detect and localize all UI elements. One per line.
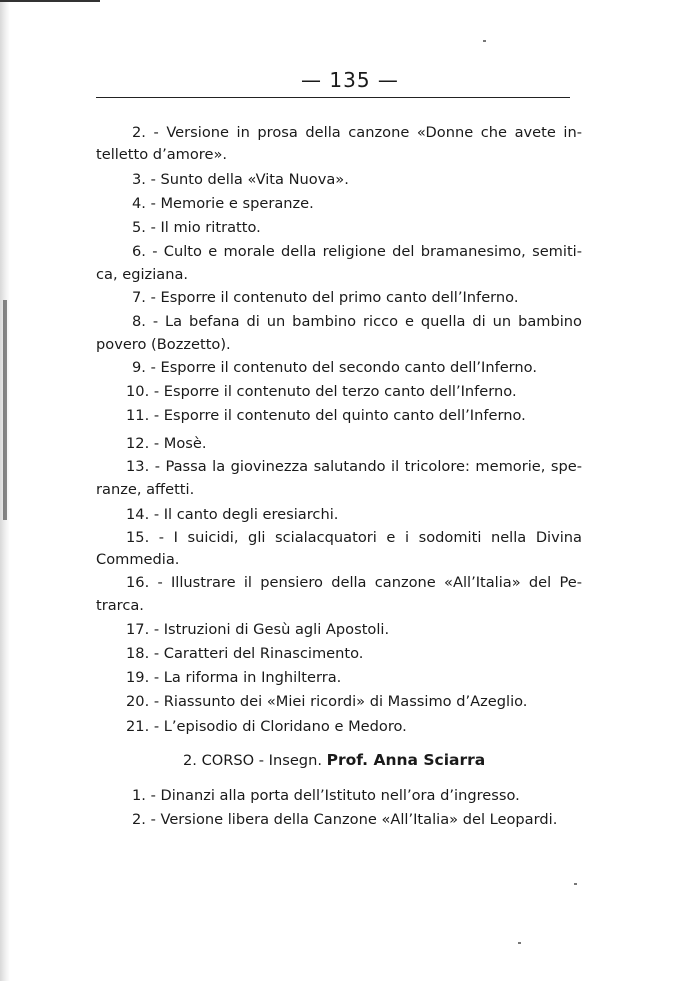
scan-speck bbox=[574, 883, 577, 885]
scan-speck bbox=[518, 942, 521, 944]
scan-top-mark bbox=[0, 0, 100, 2]
text-line: telletto d’amore». bbox=[96, 146, 228, 163]
header-rule bbox=[96, 97, 570, 98]
text-line: 7. - Esporre il contenuto del primo canto dell’Inferno. bbox=[132, 289, 519, 306]
text-line: 13. - Passa la giovinezza salutando il tricolore: memorie, spe- bbox=[126, 458, 582, 475]
text-line: 9. - Esporre il contenuto del secondo canto dell’Inferno. bbox=[132, 359, 537, 376]
text-line: 5. - Il mio ritratto. bbox=[132, 219, 261, 236]
scan-speck bbox=[483, 40, 486, 42]
text-line: 12. - Mosè. bbox=[126, 435, 207, 452]
text-line: 18. - Caratteri del Rinascimento. bbox=[126, 645, 364, 662]
text-line: 2. - Versione libera della Canzone «All’Italia» del Leopardi. bbox=[132, 811, 558, 828]
text-line: 11. - Esporre il contenuto del quinto canto dell’Inferno. bbox=[126, 407, 526, 424]
text-line: povero (Bozzetto). bbox=[96, 336, 231, 353]
text-line: 14. - Il canto degli eresiarchi. bbox=[126, 506, 339, 523]
text-line: 8. - La befana di un bambino ricco e quella di un bambino bbox=[132, 313, 582, 330]
text-line: 19. - La riforma in Inghilterra. bbox=[126, 669, 342, 686]
text-line: 1. - Dinanzi alla porta dell’Istituto nell’ora d’ingresso. bbox=[132, 787, 520, 804]
text-line: 15. - I suicidi, gli scialacquatori e i sodomiti nella Divina bbox=[126, 529, 582, 546]
text-line: 16. - Illustrare il pensiero della canzone «All’Italia» del Pe- bbox=[126, 574, 582, 591]
text-line: 21. - L’episodio di Cloridano e Medoro. bbox=[126, 718, 407, 735]
text-line: 6. - Culto e morale della religione del bramanesimo, semiti- bbox=[132, 243, 582, 260]
section-teacher-name: Prof. Anna Sciarra bbox=[326, 751, 486, 769]
text-line: 2. - Versione in prosa della canzone «Donne che avete in- bbox=[132, 124, 582, 141]
text-line: 10. - Esporre il contenuto del terzo canto dell’Inferno. bbox=[126, 383, 517, 400]
text-line: ca, egiziana. bbox=[96, 266, 189, 283]
text-line: trarca. bbox=[96, 597, 144, 614]
text-line: ranze, affetti. bbox=[96, 481, 195, 498]
section-heading bbox=[96, 750, 669, 771]
text-line: Commedia. bbox=[96, 551, 180, 568]
text-line: 4. - Memorie e speranze. bbox=[132, 195, 314, 212]
text-line: 3. - Sunto della «Vita Nuova». bbox=[132, 171, 349, 188]
page-number: — 135 — bbox=[301, 68, 399, 92]
text-line: 20. - Riassunto dei «Miei ricordi» di Massimo d’Azeglio. bbox=[126, 693, 528, 710]
text-line: 17. - Istruzioni di Gesù agli Apostoli. bbox=[126, 621, 390, 638]
section-prefix: 2. CORSO - Insegn. bbox=[183, 752, 322, 769]
scan-binding-mark bbox=[3, 300, 7, 520]
